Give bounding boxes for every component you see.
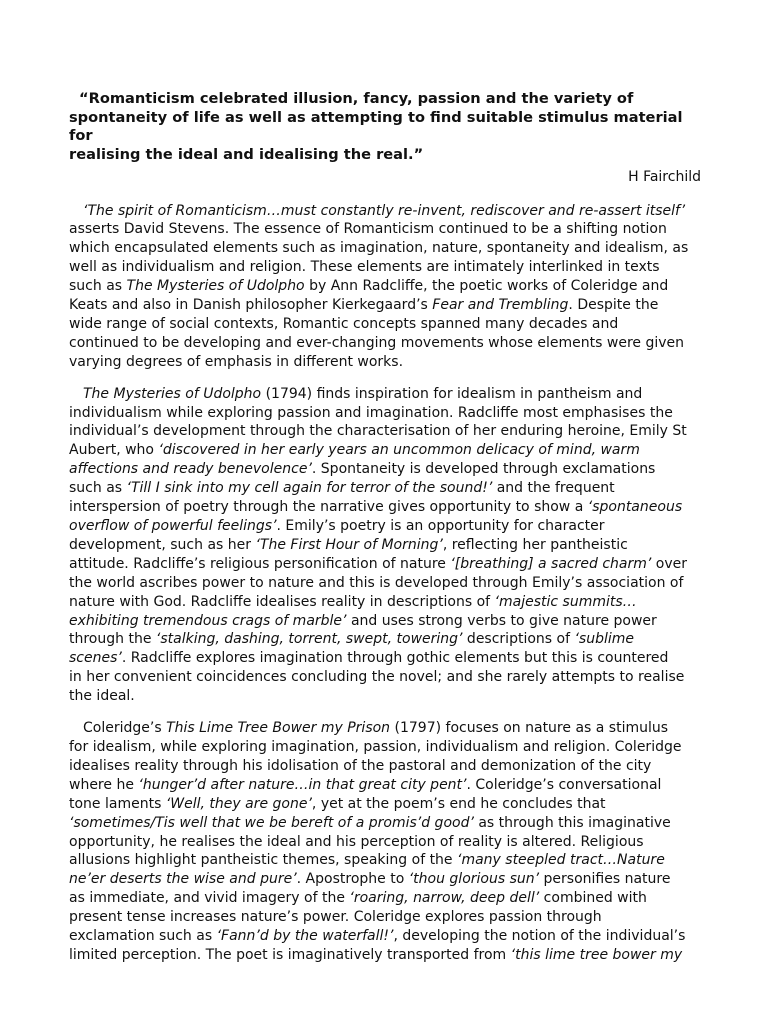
text-run: , reflecting her pantheistic [442,536,628,553]
text-run: and uses strong verbs to give nature power [346,612,657,629]
text-line [69,908,701,927]
text-line [69,927,701,946]
text-run: combined with [539,890,647,907]
paragraph-2 [69,385,701,706]
epigraph-attribution: H Fairchild [628,169,701,185]
italic-quote-run: ‘roaring, narrow, deep dell’ [349,890,540,907]
text-run: interspersion of poetry through the narrative gives opportunity to show a [69,499,588,516]
italic-quote-run: The Mysteries of Udolpho [83,385,262,402]
text-run: for idealism, while exploring imagination, passion, individualism and religion. Coleridge [69,738,682,755]
text-line [69,612,701,631]
text-run: individual’s development through the characterisation of her enduring heroine, Emily St [69,423,687,440]
text-run: (1797) focuses on nature as a stimulus [390,720,669,737]
paragraph-3 [69,719,701,965]
text-line [69,422,701,441]
text-run: varying degrees of emphasis in different works. [69,353,404,370]
italic-quote-run: ‘sublime [574,631,635,648]
text-line [69,479,701,498]
text-run: . Emily’s poetry is an opportunity for character [276,518,605,534]
italic-quote-run: ne’er deserts the wise and pure’ [69,871,297,888]
text-line [69,719,701,738]
italic-quote-run: ‘The First Hour of Morning’ [255,536,443,553]
text-line [69,460,701,479]
epigraph-line: realising the ideal and idealising the real.” [69,145,424,163]
text-run: individualism while exploring passion and imagination. Radcliffe most emphasises the [69,404,673,421]
text-run: wide range of social contexts, Romantic concepts spanned many decades and [69,315,619,332]
text-run: . Spontaneity is developed through exclamations [311,461,656,478]
text-run: descriptions of [462,631,575,648]
text-line [69,687,701,706]
text-line [69,555,701,574]
text-run: as through this imaginative [473,814,671,831]
text-run: . Coleridge’s conversational [466,776,662,793]
italic-quote-run: The Mysteries of Udolpho [126,278,305,295]
italic-quote-run: This Lime Tree Bower my Prison [166,720,391,737]
text-line [69,870,701,889]
text-line [69,776,701,795]
text-run: which encapsulated elements such as imagination, nature, spontaneity and idealism, as [69,240,689,257]
text-run: , yet at the poem’s end he concludes that [311,795,606,812]
text-run: by Ann Radcliffe, the poetic works of Coleridge and [304,278,669,295]
text-line [69,536,701,555]
epigraph-line: spontaneity of life as well as attempting to find suitable stimulus material for [69,108,683,144]
text-line [69,334,701,353]
text-run: allusions highlight pantheistic themes, speaking of the [69,852,457,869]
text-run: well as individualism and religion. These elements are intimately interlinked in texts [69,259,660,276]
italic-quote-run: scenes’ [69,650,122,667]
text-line [69,757,701,776]
text-run: . Radcliffe explores imagination through gothic elements but this is countered [121,650,669,667]
text-line [69,574,701,593]
italic-quote-run: ‘spontaneous [587,499,683,516]
text-run: such as [69,278,127,295]
text-run: nature with God. Radcliffe idealises reality in descriptions of [69,593,495,610]
italic-quote-run: ‘thou glorious sun’ [408,871,540,888]
text-line [69,630,701,649]
epigraph-quote [69,90,701,164]
text-run: the ideal. [69,688,135,705]
text-line [69,220,701,239]
text-run: over [651,555,687,572]
text-run: limited perception. The poet is imaginatively transported from [69,946,511,963]
text-run: the world ascribes power to nature and this is developed through Emily’s association of [69,574,684,591]
text-run: , developing the notion of the individual’s [393,928,686,945]
text-run: . Apostrophe to [296,871,409,888]
italic-quote-run: overflow of powerful feelings’ [69,518,277,534]
text-line [69,668,701,687]
text-run: . Despite the [568,297,659,314]
text-line [69,593,701,612]
text-line [69,889,701,908]
text-run: development, such as her [69,536,256,553]
italic-quote-run: ‘[breathing] a sacred charm’ [450,555,652,572]
text-line [69,353,701,372]
text-run: continued to be developing and ever-changing movements whose elements were given [69,334,685,351]
text-line [69,296,701,315]
text-run: such as [69,480,127,497]
italic-quote-run: ‘Well, they are gone’ [165,795,312,812]
text-line [69,851,701,870]
epigraph-line: “Romanticism celebrated illusion, fancy, passion and the variety of [79,90,634,107]
italic-quote-run: affections and ready benevolence’ [69,461,312,478]
text-run: in her convenient coincidences concluding the novel; and she rarely attempts to realise [69,669,685,686]
text-line [69,315,701,334]
text-line [69,814,701,833]
text-line [69,517,701,536]
text-line [69,277,701,296]
italic-quote-run: ‘hunger’d after nature…in that great city pent’ [138,776,467,793]
italic-quote-run: ‘Fann’d by the waterfall!’ [216,928,394,945]
italic-quote-run: ‘The spirit of Romanticism…must constantly re-invent, rediscover and re-assert itself’ [83,202,686,219]
italic-quote-run: ‘stalking, dashing, torrent, swept, towering’ [155,631,463,648]
text-line [69,441,701,460]
text-line [69,649,701,668]
text-line [69,498,701,517]
italic-quote-run: ‘many steepled tract…Nature [457,852,665,869]
paragraph-1 [69,202,701,372]
text-line [69,239,701,258]
text-run: Aubert, who [69,442,159,459]
text-line [69,202,701,221]
text-line [69,833,701,852]
text-run: asserts David Stevens. The essence of Romanticism continued to be a shifting notion [69,221,667,238]
text-run: attitude. Radcliffe’s religious personification of nature [69,555,451,572]
document-page [69,90,701,965]
text-line [69,385,701,404]
text-run: and the frequent [492,480,615,497]
italic-quote-run: ‘Till I sink into my cell again for terror of the sound!’ [126,480,493,497]
italic-quote-run: ‘sometimes/Tis well that we be bereft of a promis’d good’ [69,814,474,831]
text-run: Coleridge’s [83,720,167,737]
italic-quote-run: Fear and Trembling [432,297,569,314]
text-run: opportunity, he realises the ideal and his perception of reality is altered. Religious [69,833,644,850]
text-run: personifies nature [539,871,671,888]
text-run: tone laments [69,795,166,812]
text-run: idealises reality through his idolisation of the pastoral and demonization of the city [69,757,652,774]
text-run: exclamation such as [69,928,217,945]
text-run: (1794) finds inspiration for idealism in pantheism and [261,385,643,402]
italic-quote-run: ‘majestic summits… [494,593,637,610]
text-run: as immediate, and vivid imagery of the [69,890,350,907]
text-run: Keats and also in Danish philosopher Kierkegaard’s [69,297,433,314]
text-line [69,258,701,277]
italic-quote-run: exhibiting tremendous crags of marble’ [69,612,347,629]
text-line [69,738,701,757]
italic-quote-run: ‘this lime tree bower my [510,946,683,963]
text-line [69,795,701,814]
text-line [69,404,701,423]
text-run: through the [69,631,156,648]
text-line [69,946,701,965]
text-run: where he [69,776,139,793]
text-run: present tense increases nature’s power. Coleridge explores passion through [69,909,602,926]
italic-quote-run: ‘discovered in her early years an uncommon delicacy of mind, warm [158,442,640,459]
